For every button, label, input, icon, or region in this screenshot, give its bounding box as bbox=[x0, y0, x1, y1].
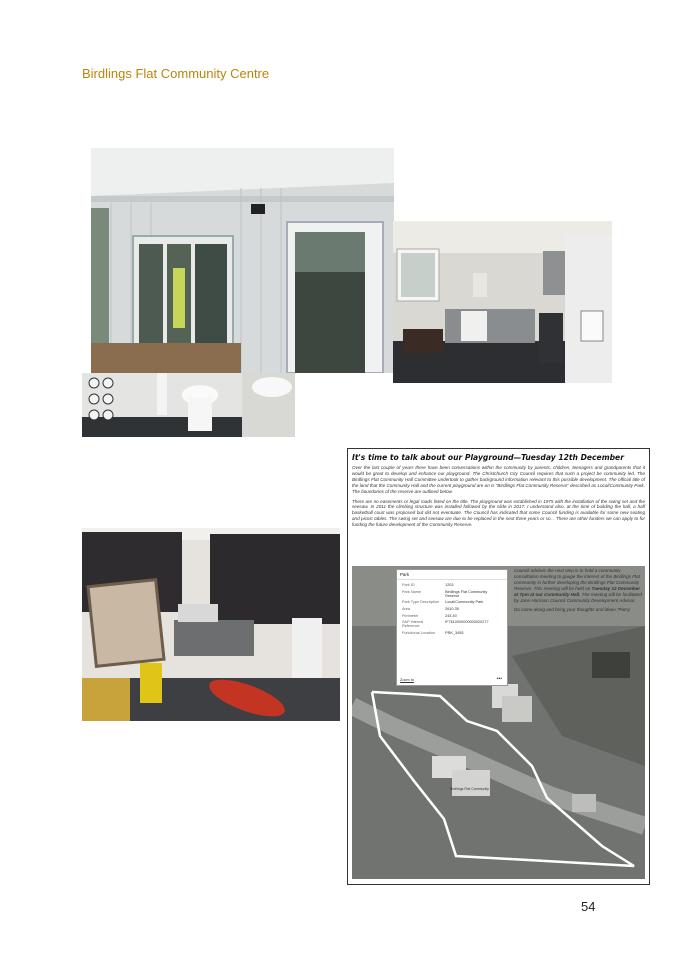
park-info-popup bbox=[396, 569, 508, 686]
popup-value: 2610.35 bbox=[445, 607, 459, 612]
popup-label: Park Name bbox=[402, 589, 421, 594]
popup-value: IF7610000000000020277 bbox=[445, 620, 489, 625]
popup-row bbox=[400, 599, 504, 606]
popup-value: 1203 bbox=[445, 583, 454, 588]
article-paragraph-1: Over the last couple of years there have been conversations within the community by parents, children, teenagers and grandparents that it would be great to develop and enhance our playground. The Christchurch City Council requires that such a project be community led. The Birdlings Flat Community Hall Committee undertook to gather background information relevant to this possible development. The official title of the land that the Community Hall and the current playground are on is "Birdlings Flat Community Reserve" described as Local/Community Park. The boundaries of the reserve are outlined below. bbox=[352, 465, 645, 494]
article-heading: It's time to talk about our Playground—Tuesday 12th December bbox=[352, 453, 624, 462]
popup-row bbox=[400, 589, 504, 600]
popup-value: Birdlings Flat Community Reserve bbox=[445, 589, 488, 598]
playground-article bbox=[347, 448, 650, 885]
popup-label: SAP Internal Reference bbox=[402, 620, 424, 629]
side-text-1b: The meeting will be facilitated by Jane Harrison Council Community Development Advisor. bbox=[514, 591, 642, 603]
popup-value: Local/Community Park bbox=[445, 600, 484, 605]
popup-row bbox=[400, 619, 504, 630]
article-paragraph-2: There are no easements or legal roads listed on the title. The playground was established in 1975 with the installation of the swing set and the seesaw. In 2011 the climbing structure was installed followed by the slide in 2017. I understand also, at the time of building the hall, a half basketball court was proposed but did not eventuate. The Council has indicated that some Council funding is available for some new seating and picnic tables. The swing set and seesaw are due to be replaced in the next three years or so. . There are other funders we can apply to for funding the future development of the Community Reserve. bbox=[352, 498, 645, 528]
popup-row bbox=[400, 582, 504, 589]
popup-label: Perimeter bbox=[402, 613, 419, 618]
exterior-photo bbox=[91, 148, 394, 373]
side-text-1a: Council advises the next step is to hold a community consultation meeting to gauge the interest of the Birdlings Flat community in further developing the Birdlings Flat Community Reserve. This meeting will be held on bbox=[514, 568, 640, 591]
storage-photo bbox=[82, 528, 340, 721]
popup-title: Park bbox=[397, 570, 507, 580]
popup-label: Area bbox=[402, 607, 411, 612]
bathroom-photo bbox=[82, 373, 295, 437]
popup-row bbox=[400, 612, 504, 619]
page-title: Birdlings Flat Community Centre bbox=[82, 66, 270, 81]
popup-label: Park ID bbox=[402, 583, 415, 588]
popup-value: PRK_3455 bbox=[445, 630, 464, 635]
popup-row bbox=[400, 606, 504, 613]
map-label: Birdlings Flat Community bbox=[450, 787, 489, 791]
popup-label: Functional Location bbox=[402, 630, 435, 635]
side-text-bold: Tuesday 12 December at 7pm at our Community Hall. bbox=[514, 585, 641, 597]
zoom-to-link[interactable]: Zoom to bbox=[400, 678, 414, 682]
popup-value: 243.40 bbox=[445, 613, 457, 618]
more-options-icon[interactable]: ••• bbox=[496, 676, 502, 682]
kitchen-photo bbox=[393, 221, 612, 383]
page-number: 54 bbox=[581, 899, 596, 914]
popup-row bbox=[400, 630, 504, 637]
popup-label: Park Type Description bbox=[402, 600, 440, 605]
side-text-2: Do come along and bring your thoughts and ideas.“Patsy bbox=[514, 607, 630, 613]
popup-table bbox=[400, 582, 504, 636]
side-text bbox=[514, 568, 644, 617]
